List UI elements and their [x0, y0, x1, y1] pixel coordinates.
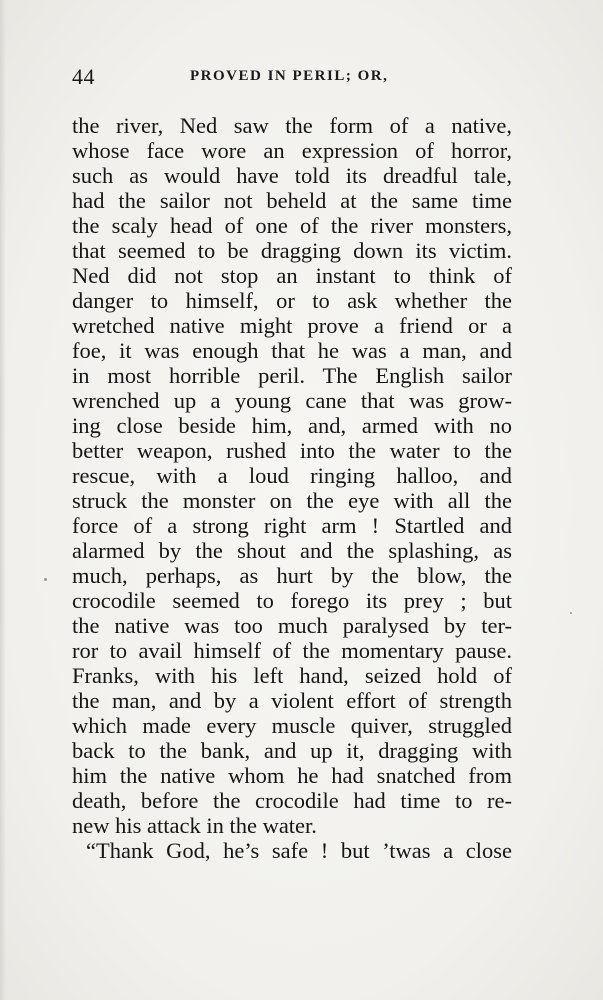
text-line: danger to himself, or to ask whether the	[72, 288, 512, 313]
running-head: PROVED IN PERIL; OR,	[190, 68, 389, 84]
text-line: ing close beside him, and, armed with no	[72, 413, 512, 438]
text-line: crocodile seemed to forego its prey ; but	[72, 588, 512, 613]
paper-speck	[570, 612, 572, 614]
text-line: foe, it was enough that he was a man, and	[72, 338, 512, 363]
text-line: whose face wore an expression of horror,	[72, 138, 512, 163]
text-line: struck the monster on the eye with all the	[72, 488, 512, 513]
text-line: that seemed to be dragging down its victim.	[72, 238, 512, 263]
text-line: alarmed by the shout and the splashing, as	[72, 538, 512, 563]
body-text	[72, 113, 512, 863]
page-number: 44	[72, 64, 95, 89]
text-line: which made every muscle quiver, struggled	[72, 713, 512, 738]
text-line: wrenched up a young cane that was grow-	[72, 388, 512, 413]
page-header	[72, 64, 512, 94]
text-line: had the sailor not beheld at the same time	[72, 188, 512, 213]
text-line: much, perhaps, as hurt by the blow, the	[72, 563, 512, 588]
text-line: such as would have told its dreadful tale,	[72, 163, 512, 188]
text-line: better weapon, rushed into the water to the	[72, 438, 512, 463]
text-line: the man, and by a violent effort of strength	[72, 688, 512, 713]
text-line: back to the bank, and up it, dragging with	[72, 738, 512, 763]
text-line: the scaly head of one of the river monsters,	[72, 213, 512, 238]
text-line: the native was too much paralysed by ter-	[72, 613, 512, 638]
text-line: the river, Ned saw the form of a native,	[72, 113, 512, 138]
text-line: rescue, with a loud ringing halloo, and	[72, 463, 512, 488]
text-line: force of a strong right arm ! Startled and	[72, 513, 512, 538]
text-line: wretched native might prove a friend or a	[72, 313, 512, 338]
text-line: ror to avail himself of the momentary pause.	[72, 638, 512, 663]
text-line: in most horrible peril. The English sailor	[72, 363, 512, 388]
text-line: death, before the crocodile had time to re-	[72, 788, 512, 813]
text-line: “Thank God, he’s safe ! but ’twas a close	[86, 838, 512, 863]
paper-speck	[44, 578, 47, 581]
text-line: Ned did not stop an instant to think of	[72, 263, 512, 288]
text-line: Franks, with his left hand, seized hold of	[72, 663, 512, 688]
text-line: him the native whom he had snatched from	[72, 763, 512, 788]
paragraph-end-line: new his attack in the water.	[72, 813, 317, 838]
